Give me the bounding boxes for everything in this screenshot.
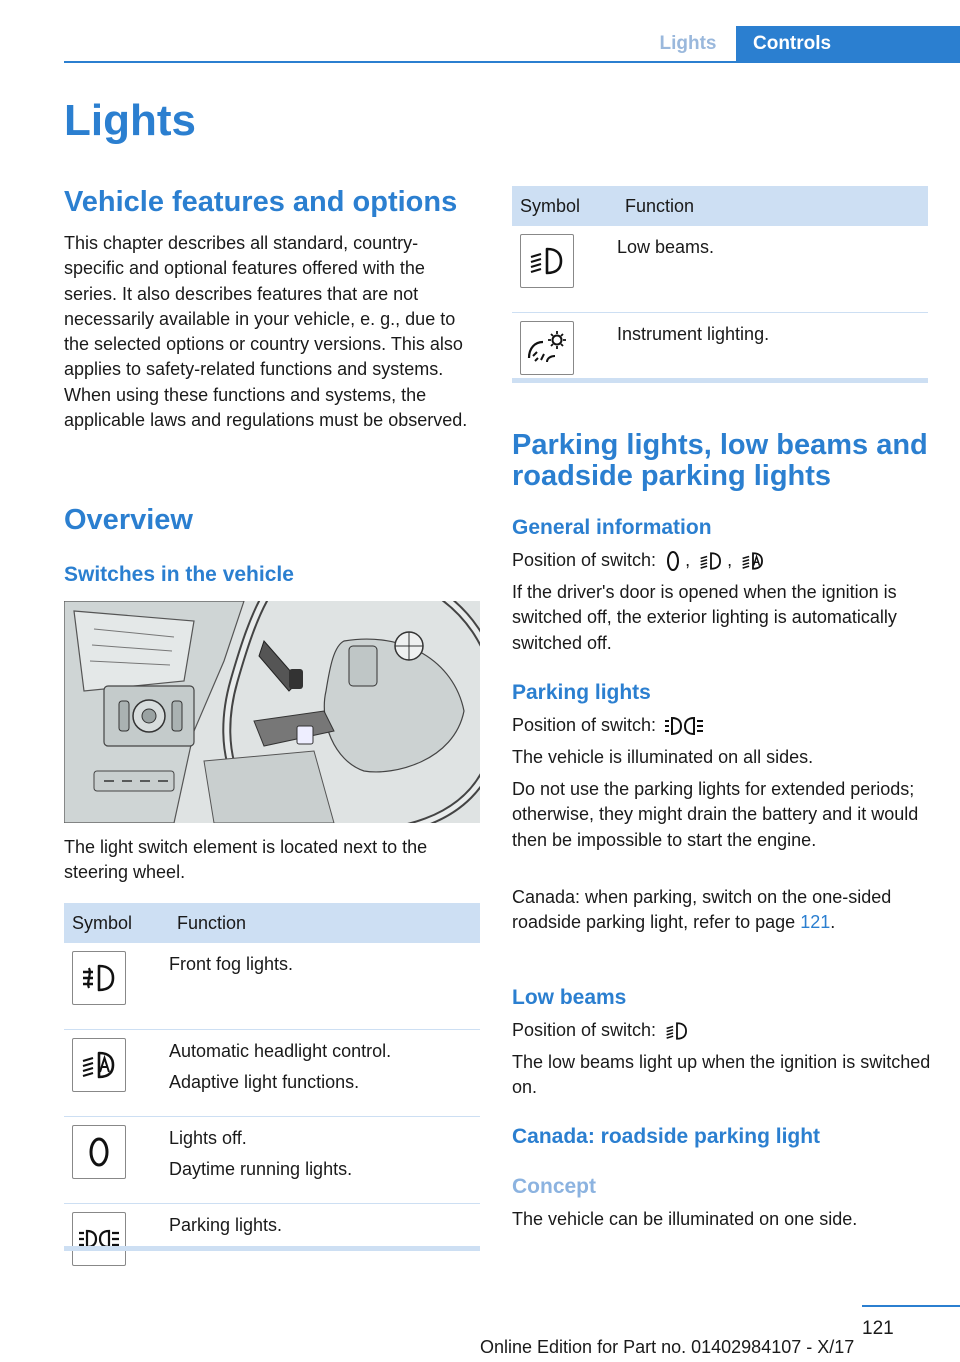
lights-off-icon	[664, 550, 682, 572]
col-header-symbol: Symbol	[512, 186, 617, 226]
function-text: Low beams.	[617, 237, 715, 257]
parking-lights-icon	[72, 1212, 126, 1266]
canada-roadside-heading: Canada: roadside parking light	[512, 1125, 821, 1148]
col-header-symbol: Symbol	[64, 903, 169, 943]
parking-canada-text: Canada: when parking, switch on the one-sided roadside parking light, refer to page	[512, 887, 892, 933]
concept-body: The vehicle can be illuminated on one side.	[512, 1209, 858, 1229]
dashboard-drawing	[64, 601, 480, 823]
parking-section-heading: Parking lights, low beams and roadside parking lights	[512, 429, 928, 492]
period: .	[830, 912, 836, 933]
function-text: Front fog lights.	[169, 954, 294, 974]
function-text: Parking lights.	[169, 1215, 283, 1235]
low-beams-heading: Low beams	[512, 986, 627, 1009]
position-label: Position of switch:	[512, 550, 657, 570]
header-section-tab[interactable]: Lights	[659, 33, 717, 54]
col-header-function: Function	[617, 186, 928, 226]
general-info-body: If the driver's door is opened when the ignition is switched off, the exterior lighting is automatically switched off.	[512, 582, 897, 653]
function-text: Adaptive light functions.	[169, 1072, 360, 1092]
page-header	[0, 0, 960, 64]
header-divider	[64, 61, 960, 63]
table-row	[64, 1117, 480, 1204]
parking-lights-text-1: The vehicle is illuminated on all sides.	[512, 747, 814, 767]
position-label: Position of switch:	[512, 1020, 657, 1040]
overview-heading: Overview	[64, 504, 193, 536]
symbol-table-right	[512, 186, 928, 399]
function-text: Daytime running lights.	[169, 1159, 353, 1179]
vehicle-features-body: This chapter describes all standard, country-specific and optional features offered with the series. It also describes features that are not necessarily available in your vehicle, e. g., due to the selected options or country versions. This also applies to safety-related functions and systems. When using these functions and systems, the applicable laws and regulations must be observed.	[64, 233, 468, 431]
header-chapter-tab[interactable]: Controls	[736, 26, 960, 62]
function-text: Automatic headlight control.	[169, 1041, 392, 1061]
table-left-bottom-bar	[64, 1246, 480, 1251]
parking-position-line	[512, 713, 932, 738]
table-right-bottom-bar	[512, 378, 928, 383]
table-row	[64, 1030, 480, 1117]
function-text: Instrument lighting.	[617, 324, 770, 344]
general-info-heading: General information	[512, 516, 712, 539]
table-row	[64, 943, 480, 1030]
table-row	[512, 313, 928, 400]
position-label: Position of switch:	[512, 715, 657, 735]
concept-heading: Concept	[512, 1175, 596, 1198]
symbol-table-left	[64, 903, 480, 1290]
parking-lights-text-2: Do not use the parking lights for extended periods; otherwise, they might drain the battery and it would then be impossible to start the engine.	[512, 779, 919, 850]
automatic-headlight-icon	[72, 1038, 126, 1092]
page-title: Lights	[64, 96, 196, 145]
parking-lights-icon	[664, 715, 708, 737]
parking-lights-text-3	[512, 885, 912, 936]
page-reference-link[interactable]: 121	[800, 912, 831, 933]
switches-heading: Switches in the vehicle	[64, 563, 294, 586]
page-number: 121	[862, 1318, 894, 1339]
edition-footer: Online Edition for Part no. 01402984107 - X/17	[480, 1337, 855, 1357]
dashboard-illustration	[64, 601, 480, 823]
general-position-line	[512, 548, 932, 573]
low-beams-icon	[698, 550, 724, 572]
separator: ,	[727, 550, 733, 570]
low-beams-icon	[520, 234, 574, 288]
separator: ,	[685, 550, 691, 570]
footer-divider	[862, 1305, 960, 1307]
switch-location-text: The light switch element is located next to the steering wheel.	[64, 837, 428, 883]
col-header-function: Function	[169, 903, 480, 943]
table-row	[512, 226, 928, 313]
automatic-headlight-icon	[740, 550, 766, 572]
instrument-lighting-icon	[520, 321, 574, 375]
lights-off-icon	[72, 1125, 126, 1179]
low-beams-body: The low beams light up when the ignition is switched on.	[512, 1052, 931, 1098]
front-fog-lights-icon	[72, 951, 126, 1005]
vehicle-features-heading: Vehicle features and options	[64, 186, 458, 218]
low-beams-icon	[664, 1020, 690, 1042]
low-beams-position-line	[512, 1018, 932, 1043]
function-text: Lights off.	[169, 1128, 247, 1148]
parking-lights-heading: Parking lights	[512, 681, 651, 704]
